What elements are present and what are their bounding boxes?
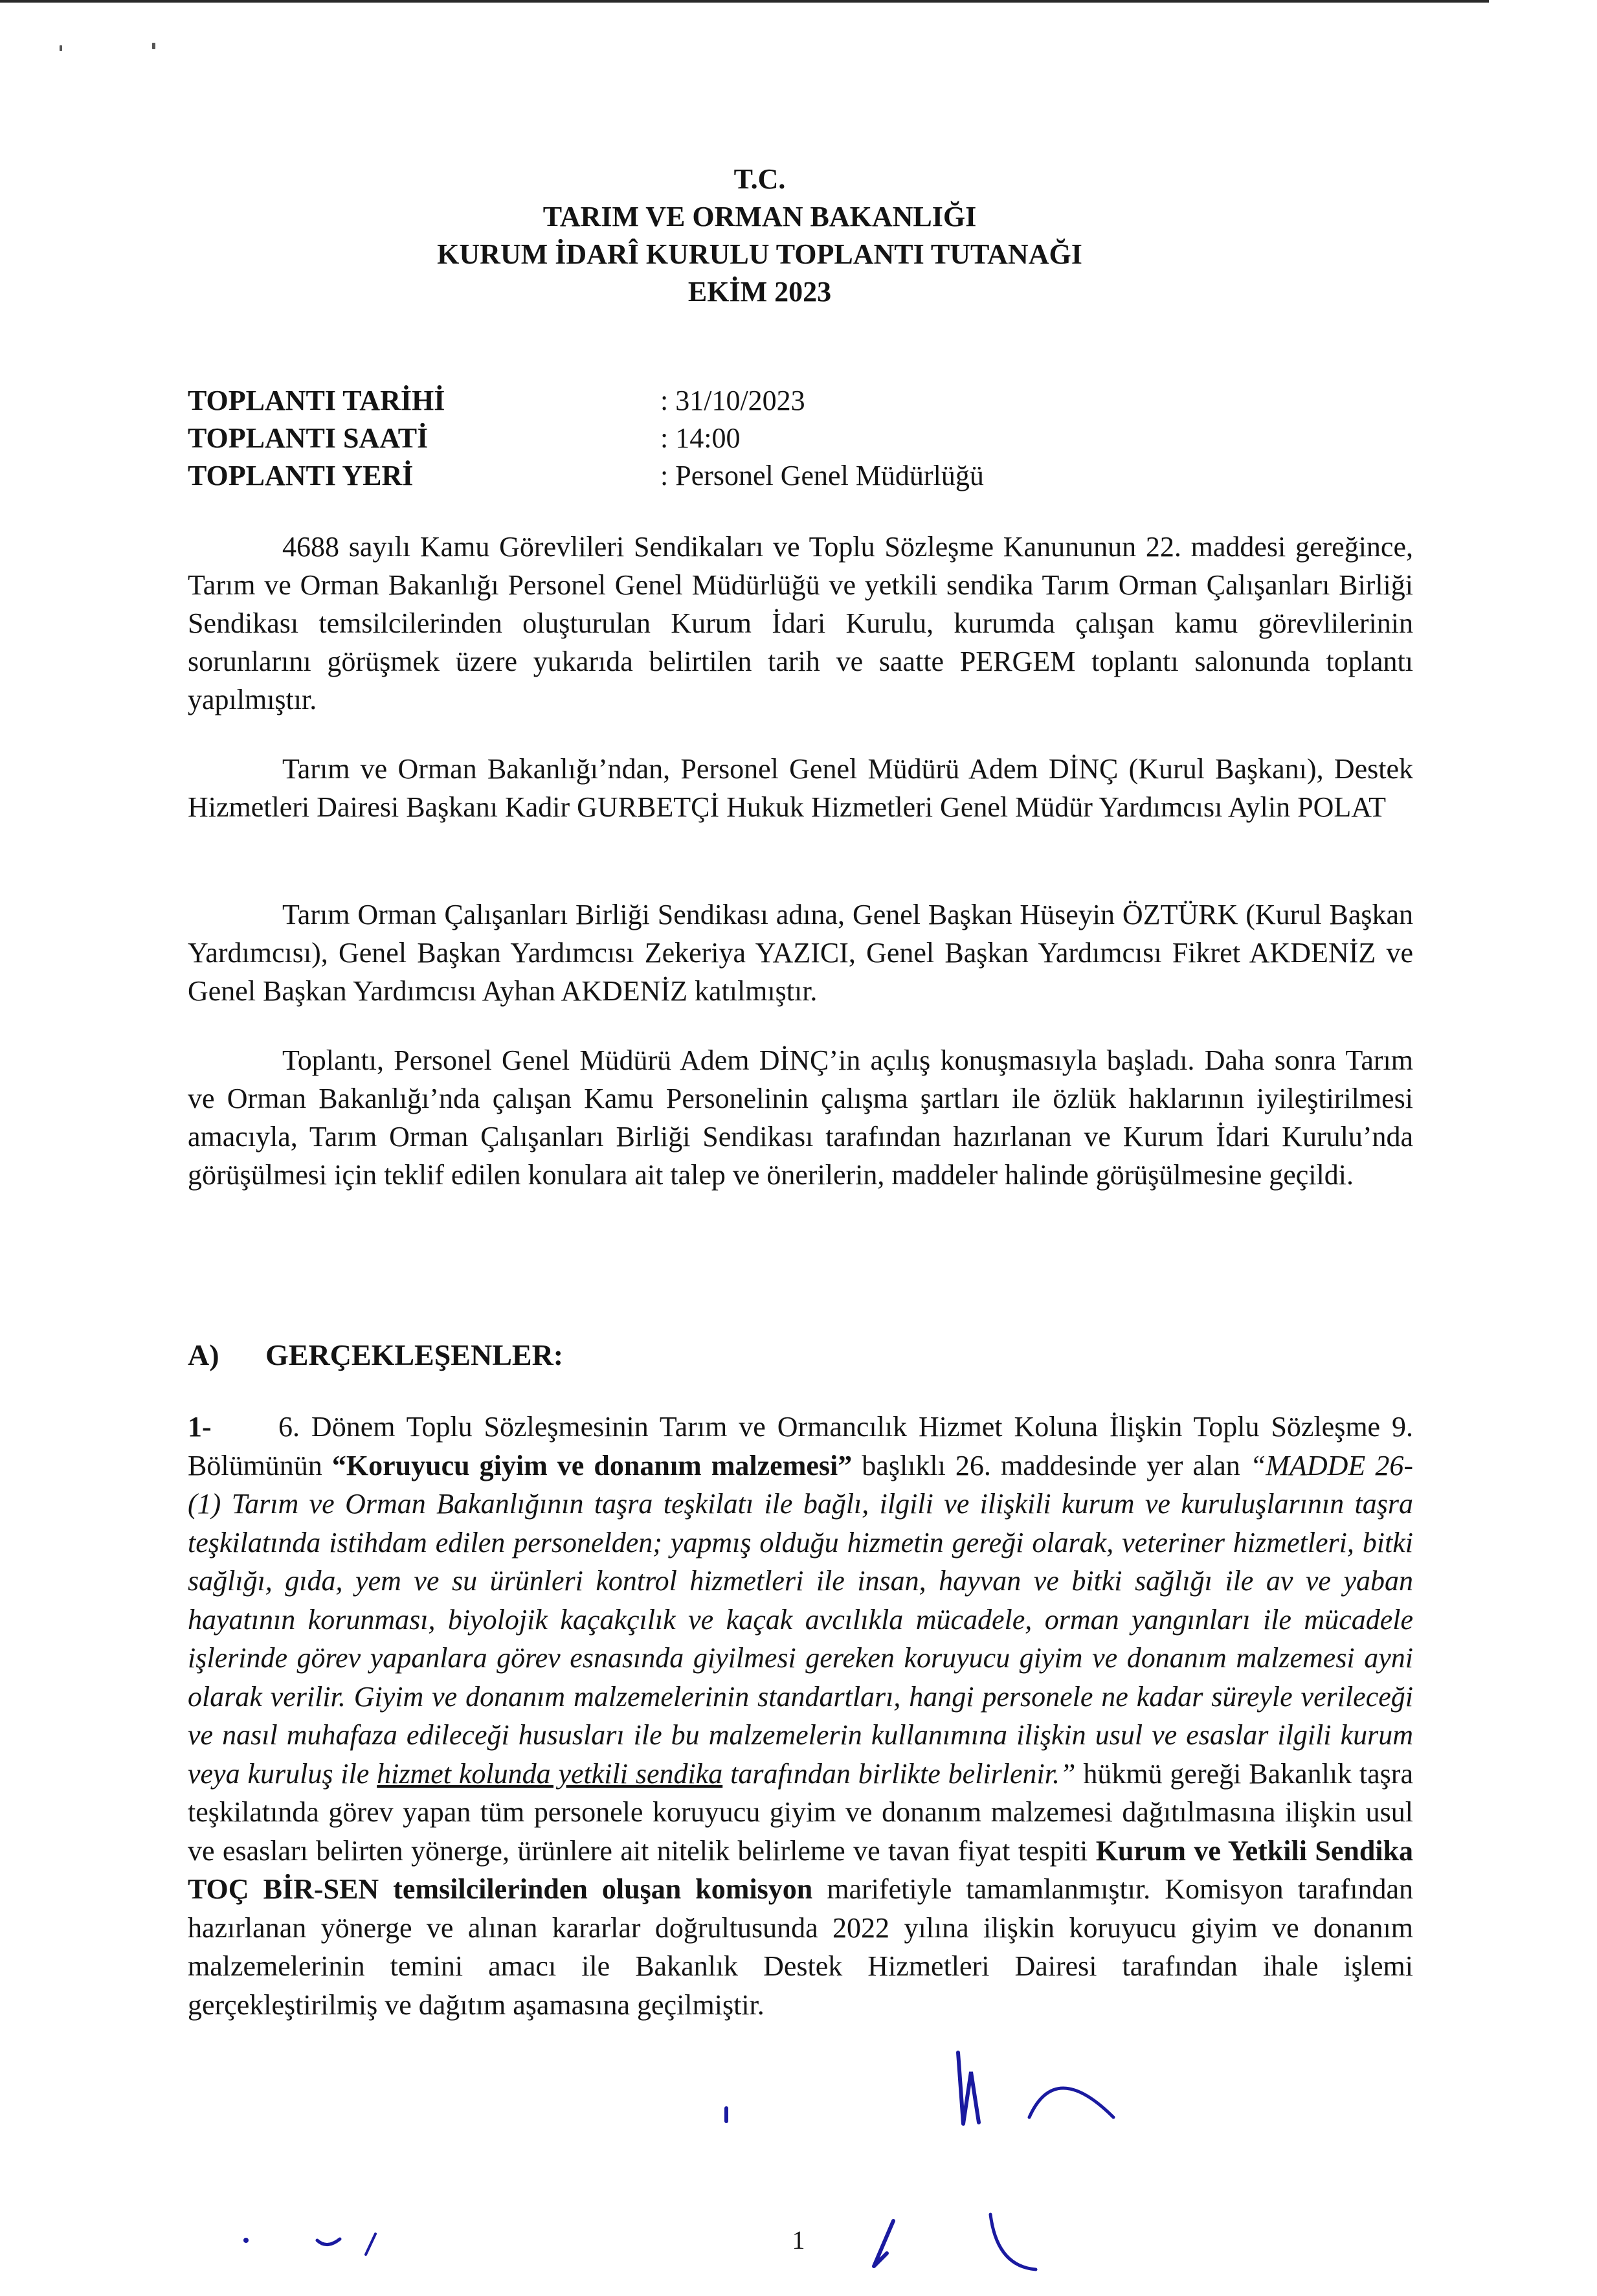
scan-speck — [152, 43, 155, 49]
header-ministry: TARIM VE ORMAN BAKANLIĞI — [542, 201, 977, 232]
item-1-paragraph — [188, 1408, 1413, 2024]
section-heading — [188, 1338, 563, 1372]
item-1-underlined: hizmet kolunda yetkili sendika — [377, 1757, 723, 1790]
item-1-bold-1: “Koruyucu giyim ve donanım malzemesi” — [331, 1449, 853, 1481]
item-1-number: 1- — [188, 1411, 212, 1443]
meeting-place-label: TOPLANTI YERİ — [188, 460, 414, 491]
meeting-date-value: : 31/10/2023 — [660, 385, 805, 416]
item-1-text-2: başlıklı 26. maddesinde yer alan — [852, 1449, 1250, 1481]
meeting-place-row — [188, 457, 984, 495]
scan-speck — [60, 45, 62, 51]
intro-paragraph: 4688 sayılı Kamu Görevlileri Sendikaları ve Toplu Sözleşme Kanununun 22. maddesi gereğince, Tarım ve Orman Bakanlığı Personel Genel Müdürlüğü ve yetkili sendika Tarım Orman Çalışanları Birliği Sendikası temsilcilerinden oluşturulan Kurum İdari Kurulu, kurumda çalışan kamu görevlilerinin sorunlarını görüşmek üzere yukarıda belirtilen tarih ve saatte PERGEM toplantı salonunda toplantı yapılmıştır. — [188, 531, 1413, 715]
page-number: 1 — [792, 2225, 805, 2255]
item-1-text-1: 6. Dönem Toplu Sözleşmesinin Tarım ve Ormancılık Hizmet Koluna İlişkin Toplu Sözleşme 9. Bölümünün — [188, 1411, 1413, 1481]
scan-top-edge — [0, 0, 1489, 3]
item-1-bold-2: Kurum ve Yetkili Sendika TOÇ BİR-SEN temsilcilerinden oluşan komisyon — [188, 1834, 1413, 1905]
union-attendees-paragraph: Tarım Orman Çalışanları Birliği Sendikası adına, Genel Başkan Hüseyin ÖZTÜRK (Kurul Başkan Yardımcısı), Genel Başkan Yardımcısı Zekeriya YAZICI, Genel Başkan Yardımcısı Fikret AKDENİZ ve Genel Başkan Yardımcısı Ayhan AKDENİZ katılmıştır. — [188, 899, 1413, 1007]
item-1-quote-2: tarafından birlikte belirlenir.” — [722, 1757, 1076, 1790]
meeting-info — [188, 382, 984, 495]
ink-mark — [720, 2106, 733, 2125]
document-header — [0, 161, 1597, 311]
opening-paragraph: Toplantı, Personel Genel Müdürü Adem DİNÇ’in açılış konuşmasıyla başladı. Daha sonra Tarım ve Orman Bakanlığı’nda çalışan Kamu Personelinin çalışma şartları ile özlük haklarının iyileştirilmesi amacıyla, Tarım Orman Çalışanları Birliği Sendikası tarafından hazırlanan ve Kurum İdari Kurulu’nda görüşülmesi için teklif edilen konulara ait talep ve önerilerin, maddeler halinde görüşülmesine geçildi. — [188, 1044, 1413, 1191]
meeting-time-row — [188, 420, 984, 457]
meeting-time-value: : 14:00 — [660, 422, 741, 454]
header-date: EKİM 2023 — [687, 276, 832, 308]
header-tc: T.C. — [733, 163, 786, 195]
meeting-place-value: : Personel Genel Müdürlüğü — [660, 460, 984, 491]
signature-mark — [945, 2046, 1126, 2130]
section-letter: A) — [188, 1338, 219, 1371]
header-title: KURUM İDARÎ KURULU TOPLANTI TUTANAĞI — [437, 238, 1082, 270]
item-1-quote-1: “MADDE 26- (1) Tarım ve Orman Bakanlığının taşra teşkilatı ile bağlı, ilgili ve ilişkili kurum ve kuruluşlarının taşra teşkilatında istihdam edilen personelden; yapmış olduğu hizmetin gereği olarak, veteriner hizmetleri, bitki sağlığı, gıda, yem ve su ürünleri kontrol hizmetleri ile insan, hayvan ve bitki sağlığı ile av ve yaban hayatının korunması, biyolojik kaçakçılık ve kaçak avcılıkla mücadele, orman yangınları ile mücadele işlerinde görev yapanlara görev esnasında giyilmesi gereken koruyucu giyim ve donanım malzemesi ayni olarak verilir. Giyim ve donanım malzemelerinin standartları, hangi personele ne kadar süreyle verileceği ve nasıl muhafaza edileceği hususları ile bu malzemelerin kullanımına ilişkin usul ve esaslar ilgili kurum veya kuruluş ile — [188, 1449, 1413, 1790]
meeting-time-label: TOPLANTI SAATİ — [188, 422, 429, 454]
meeting-date-row — [188, 382, 984, 420]
meeting-date-label: TOPLANTI TARİHİ — [188, 385, 445, 416]
ministry-attendees-paragraph: Tarım ve Orman Bakanlığı’ndan, Personel Genel Müdürü Adem DİNÇ (Kurul Başkanı), Destek Hizmetleri Dairesi Başkanı Kadir GURBETÇİ Hukuk Hizmetleri Genel Müdür Yardımcısı Aylin POLAT — [188, 753, 1413, 823]
item-1-text-4: marifetiyle tamamlanmıştır. Komisyon tarafından hazırlanan yönerge ve alınan kararlar doğrultusunda 2022 yılına ilişkin koruyucu giyim ve donanım malzemelerinin temini amacı ile Bakanlık Destek Hizmetleri Dairesi tarafından ihale işlemi gerçekleştirilmiş ve dağıtım aşamasına geçilmiştir. — [188, 1873, 1414, 2021]
item-1-text-3: hükmü gereği Bakanlık taşra teşkilatında görev yapan tüm personele koruyucu giyim ve donanım malzemesi dağıtılmasına ilişkin usul ve esasları belirten yönerge, ürünlere ait nitelik belirleme ve tavan fiyat tespiti — [188, 1757, 1413, 1867]
section-title: GERÇEKLEŞENLER: — [265, 1338, 564, 1371]
